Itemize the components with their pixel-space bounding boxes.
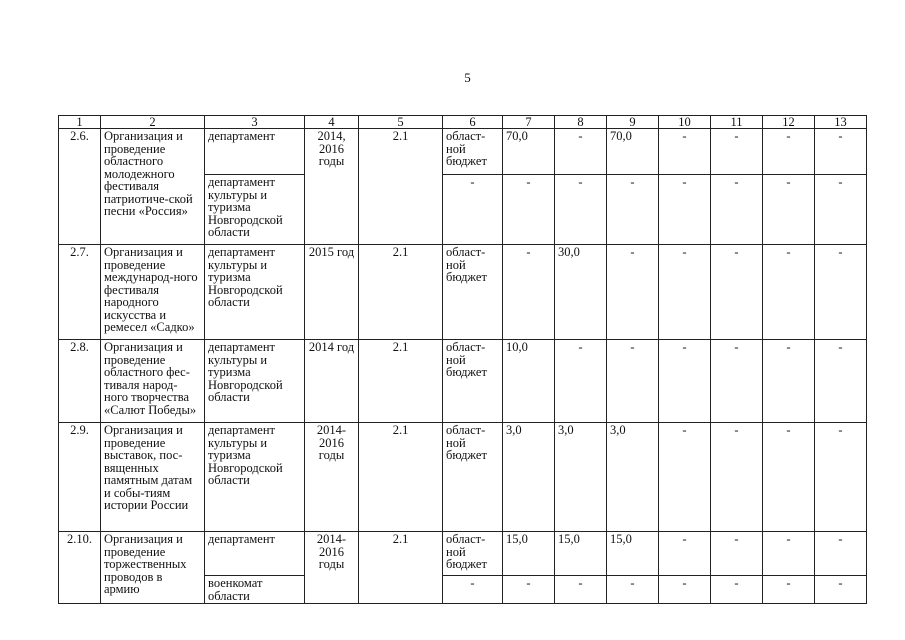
funding-source: област-ной бюджет [443,340,503,423]
column-header: 6 [443,116,503,129]
value-cell: - [555,340,607,423]
value-cell: - [607,175,659,245]
value-cell: - [815,245,867,340]
column-header: 7 [503,116,555,129]
column-header: 4 [305,116,359,129]
value-cell: - [815,340,867,423]
period: 2014, 2016 годы [305,129,359,245]
column-header: 9 [607,116,659,129]
value-cell: - [763,576,815,604]
value-cell: - [711,129,763,175]
executor: департамент [205,129,305,175]
value-cell: - [503,576,555,604]
funding-source: област-ной бюджет [443,245,503,340]
value-cell: - [711,175,763,245]
value-cell: - [763,245,815,340]
column-header: 2 [101,116,205,129]
value-cell: - [763,175,815,245]
value-cell: - [659,245,711,340]
row-number: 2.9. [59,423,101,532]
value-cell: - [763,340,815,423]
value-cell: - [503,175,555,245]
executor: военкомат области [205,576,305,604]
value-cell: - [815,532,867,576]
column-header: 1 [59,116,101,129]
task-code: 2.1 [359,532,443,604]
column-header: 12 [763,116,815,129]
value-cell: - [555,129,607,175]
value-cell: - [555,576,607,604]
column-header: 8 [555,116,607,129]
value-cell: - [711,576,763,604]
value-cell: - [659,423,711,532]
value-cell: 15,0 [607,532,659,576]
column-header: 13 [815,116,867,129]
value-cell: - [607,340,659,423]
value-cell: 10,0 [503,340,555,423]
row-number: 2.8. [59,340,101,423]
event-name: Организация и проведение торжественных проводов в армию [101,532,205,604]
period: 2014-2016 годы [305,423,359,532]
row-number: 2.6. [59,129,101,245]
table-row [59,245,867,340]
value-cell: - [815,175,867,245]
value-cell: - [711,245,763,340]
period: 2014 год [305,340,359,423]
value-cell: - [711,340,763,423]
budget-table [58,115,867,604]
value-cell: - [607,576,659,604]
value-cell: - [763,423,815,532]
executor: департамент [205,532,305,576]
value-cell: 70,0 [607,129,659,175]
value-cell: - [659,175,711,245]
table-row [59,532,867,576]
executor: департамент культуры и туризма Новгородской области [205,175,305,245]
event-name: Организация и проведение областного фес-тиваля народ-ного творчества «Салют Победы» [101,340,205,423]
value-cell: 70,0 [503,129,555,175]
table-row [59,129,867,175]
value-cell: - [659,129,711,175]
value-cell: 30,0 [555,245,607,340]
row-number: 2.7. [59,245,101,340]
value-cell: - [607,245,659,340]
column-header: 11 [711,116,763,129]
header-row [59,116,867,129]
value-cell: - [659,576,711,604]
funding-source: област-ной бюджет [443,129,503,175]
task-code: 2.1 [359,340,443,423]
value-cell: 15,0 [555,532,607,576]
table-row [59,423,867,532]
value-cell: - [659,532,711,576]
value-cell: - [763,532,815,576]
funding-source: - [443,576,503,604]
value-cell: - [711,423,763,532]
period: 2015 год [305,245,359,340]
value-cell: 15,0 [503,532,555,576]
row-number: 2.10. [59,532,101,604]
value-cell: 3,0 [607,423,659,532]
event-name: Организация и проведение областного молодежного фестиваля патриотиче-ской песни «Россия» [101,129,205,245]
value-cell: - [815,423,867,532]
event-name: Организация и проведение международ-ного фестиваля народного искусства и ремесел «Садко» [101,245,205,340]
task-code: 2.1 [359,245,443,340]
task-code: 2.1 [359,423,443,532]
value-cell: - [763,129,815,175]
column-header: 10 [659,116,711,129]
period: 2014-2016 годы [305,532,359,604]
value-cell: - [711,532,763,576]
executor: департамент культуры и туризма Новгородской области [205,423,305,532]
column-header: 3 [205,116,305,129]
executor: департамент культуры и туризма Новгородской области [205,245,305,340]
value-cell: - [815,576,867,604]
value-cell: - [503,245,555,340]
value-cell: - [555,175,607,245]
value-cell: - [659,340,711,423]
table-row [59,340,867,423]
funding-source: - [443,175,503,245]
page-number: 5 [464,70,471,85]
value-cell: 3,0 [503,423,555,532]
funding-source: област-ной бюджет [443,423,503,532]
column-header: 5 [359,116,443,129]
value-cell: - [815,129,867,175]
event-name: Организация и проведение выставок, пос-вященных памятным датам и собы-тиям истории России [101,423,205,532]
task-code: 2.1 [359,129,443,245]
funding-source: област-ной бюджет [443,532,503,576]
executor: департамент культуры и туризма Новгородской области [205,340,305,423]
value-cell: 3,0 [555,423,607,532]
